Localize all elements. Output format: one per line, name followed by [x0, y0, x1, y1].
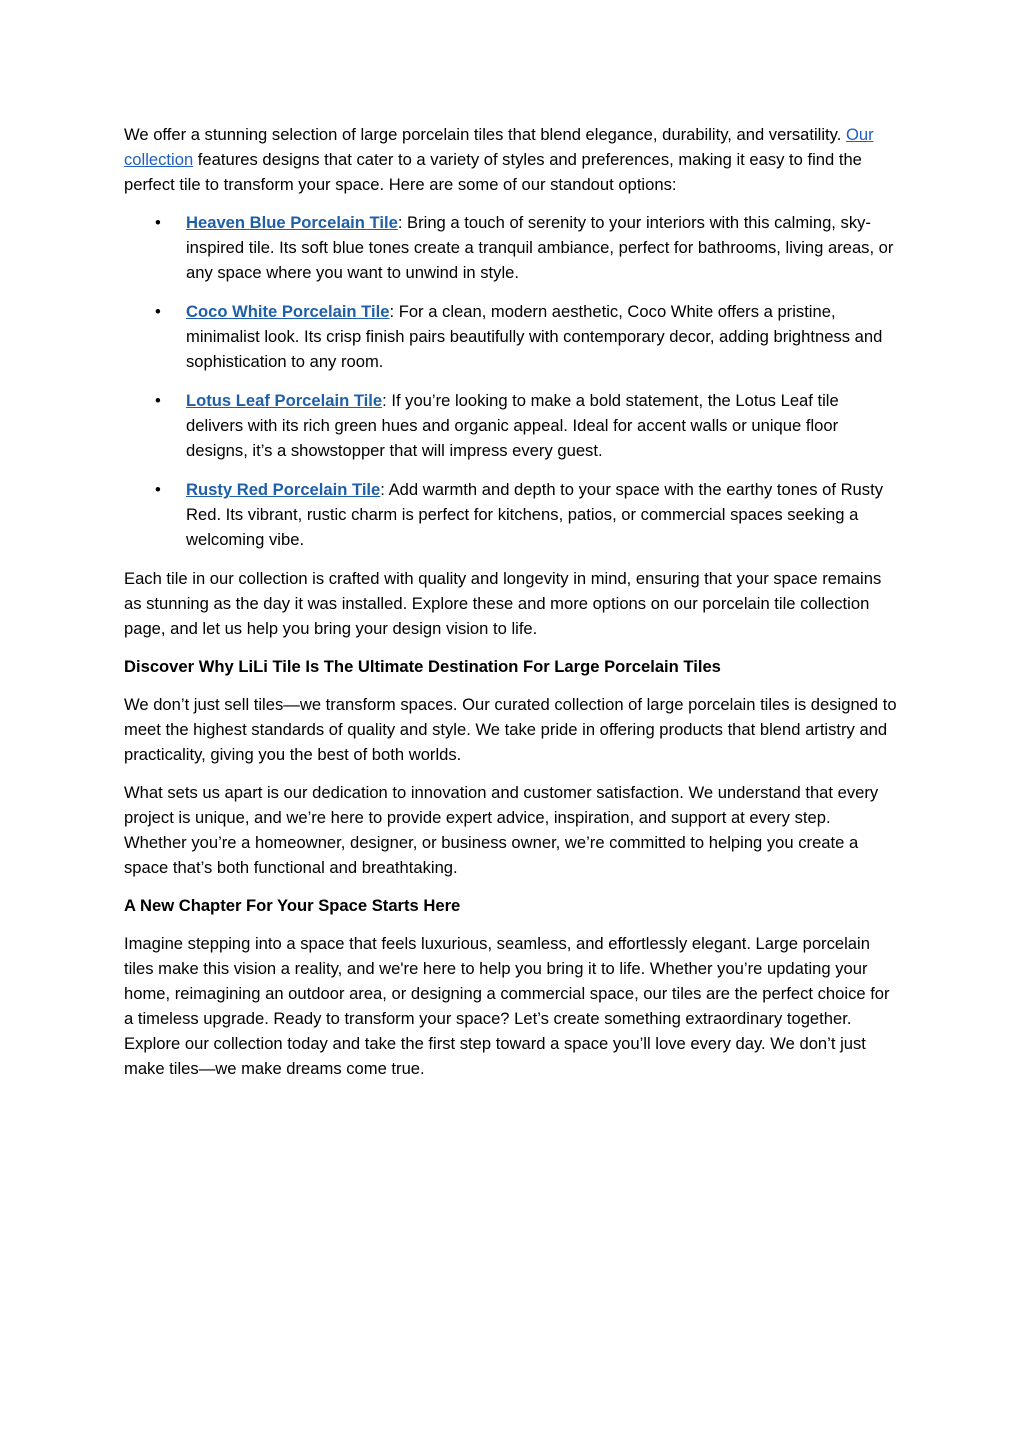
quality-paragraph: Each tile in our collection is crafted with quality and longevity in mind, ensuring that your space remains as stunning as the day it was installed. Explore these and more options on our porcelain tile collection page, and let us help you bring your design vision to life.: [124, 569, 882, 638]
heaven-blue-link[interactable]: Heaven Blue Porcelain Tile: [186, 213, 398, 232]
new-chapter-heading: A New Chapter For Your Space Starts Here: [124, 896, 461, 915]
apart-paragraph: What sets us apart is our dedication to innovation and customer satisfaction. We understand that every project is unique, and we’re here to provide expert advice, inspiration, and support at every step. Whether you’re a homeowner, designer, or business owner, we’re committed to helping you create a space that’s both functional and breathtaking.: [124, 783, 879, 877]
imagine-paragraph: Imagine stepping into a space that feels luxurious, seamless, and effortlessly elegant. Large porcelain tiles make this vision a reality, and we're here to help you bring it to life. Whether you’re updating your home, reimagining an outdoor area, or designing a commercial space, our tiles are the perfect choice for a timeless upgrade. Ready to transform your space? Let’s create something extraordinary together. Explore our collection today and take the first step toward a space you’ll love every day. We don’t just make tiles—we make dreams come true.: [124, 934, 890, 1078]
list-item-rusty-red: [124, 477, 897, 552]
list-item-heaven-blue: [124, 210, 897, 285]
coco-white-link[interactable]: Coco White Porcelain Tile: [186, 302, 390, 321]
rusty-red-desc: : Add warmth and depth to your space with the earthy tones of Rusty Red. Its vibrant, rustic charm is perfect for kitchens, patios, or commercial spaces seeking a welcoming vibe.: [186, 480, 883, 549]
our-collection-link[interactable]: Our collection: [124, 125, 874, 169]
heaven-blue-desc: : Bring a touch of serenity to your interiors with this calming, sky-inspired tile. Its soft blue tones create a tranquil ambiance, perfect for bathrooms, living areas, or any space where you want to unwind in style.: [186, 213, 894, 282]
list-item-lotus-leaf: [124, 388, 897, 463]
lotus-leaf-desc: : If you’re looking to make a bold statement, the Lotus Leaf tile delivers with its rich green hues and organic appeal. Ideal for accent walls or unique floor designs, it’s a showstopper that will impress every guest.: [186, 391, 839, 460]
list-item-coco-white: [124, 299, 897, 374]
intro-text-after: features designs that cater to a variety of styles and preferences, making it easy to find the perfect tile to transform your space. Here are some of our standout options:: [124, 150, 862, 194]
tile-options-list: [124, 210, 897, 552]
discover-heading: Discover Why LiLi Tile Is The Ultimate Destination For Large Porcelain Tiles: [124, 657, 721, 676]
coco-white-desc: : For a clean, modern aesthetic, Coco White offers a pristine, minimalist look. Its crisp finish pairs beautifully with contemporary decor, adding brightness and sophistication to any room.: [186, 302, 883, 371]
intro-paragraph: [124, 122, 897, 197]
bullet-icon: •: [155, 391, 161, 410]
bullet-icon: •: [155, 302, 161, 321]
intro-text-before: We offer a stunning selection of large porcelain tiles that blend elegance, durability, and versatility.: [124, 125, 846, 144]
rusty-red-link[interactable]: Rusty Red Porcelain Tile: [186, 480, 381, 499]
bullet-icon: •: [155, 480, 161, 499]
transform-paragraph: We don’t just sell tiles—we transform spaces. Our curated collection of large porcelain tiles is designed to meet the highest standards of quality and style. We take pride in offering products that blend artistry and practicality, giving you the best of both worlds.: [124, 695, 897, 764]
lotus-leaf-link[interactable]: Lotus Leaf Porcelain Tile: [186, 391, 383, 410]
bullet-icon: •: [155, 213, 161, 232]
